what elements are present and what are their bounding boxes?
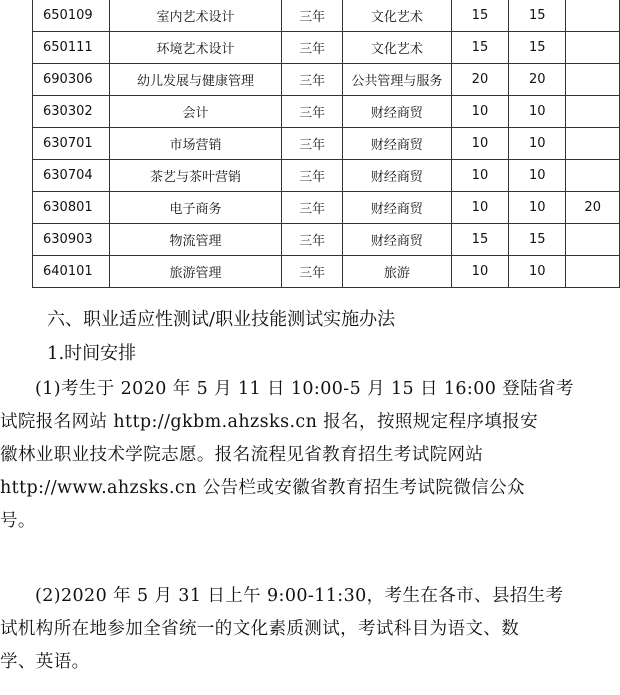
category-cell: 公共管理与服务 [342, 64, 451, 96]
quota-cell-2: 10 [509, 96, 566, 128]
category-cell: 财经商贸 [342, 96, 451, 128]
table-row [33, 32, 620, 64]
paragraph-line: (2)2020 年 5 月 31 日上午 9:00-11:30，考生在各市、县招生考 [35, 586, 564, 606]
duration-cell: 三年 [282, 128, 343, 160]
major-code-cell: 630704 [33, 160, 110, 192]
paragraph-registration [0, 373, 618, 538]
quota-cell-1: 10 [451, 96, 508, 128]
duration-cell: 三年 [282, 32, 343, 64]
table-row [33, 160, 620, 192]
major-name-cell: 旅游管理 [109, 256, 281, 288]
quota-cell-1: 10 [451, 128, 508, 160]
category-cell: 财经商贸 [342, 128, 451, 160]
major-name-cell: 环境艺术设计 [109, 32, 281, 64]
paragraph-line: (1)考生于 2020 年 5 月 11 日 10:00-5 月 15 日 16:00 登陆省考 [35, 379, 574, 399]
major-name-cell: 物流管理 [109, 224, 281, 256]
table-row [33, 64, 620, 96]
quota-cell-3 [566, 0, 620, 32]
quota-cell-1: 20 [451, 64, 508, 96]
category-cell: 文化艺术 [342, 0, 451, 32]
paragraph-line: 徽林业职业技术学院志愿。报名流程见省教育招生考试院网站 [0, 445, 484, 465]
quota-cell-1: 10 [451, 160, 508, 192]
quota-cell-3 [566, 256, 620, 288]
quota-cell-1: 15 [451, 224, 508, 256]
duration-cell: 三年 [282, 224, 343, 256]
paragraph-line: 试院报名网站 http://gkbm.ahzsks.cn 报名，按照规定程序填报安 [0, 412, 539, 432]
category-cell: 财经商贸 [342, 160, 451, 192]
major-code-cell: 630302 [33, 96, 110, 128]
quota-cell-3 [566, 32, 620, 64]
table-row [33, 0, 620, 32]
quota-cell-2: 10 [509, 256, 566, 288]
quota-cell-3 [566, 64, 620, 96]
category-cell: 旅游 [342, 256, 451, 288]
duration-cell: 三年 [282, 64, 343, 96]
quota-cell-1: 10 [451, 256, 508, 288]
major-code-cell: 650111 [33, 32, 110, 64]
major-code-cell: 690306 [33, 64, 110, 96]
paragraph-line: 试机构所在地参加全省统一的文化素质测试，考试科目为语文、数 [0, 619, 520, 639]
quota-cell-2: 15 [509, 0, 566, 32]
duration-cell: 三年 [282, 192, 343, 224]
quota-cell-1: 10 [451, 192, 508, 224]
paragraph-line: 号。 [0, 511, 36, 531]
quota-cell-3 [566, 96, 620, 128]
major-code-cell: 630801 [33, 192, 110, 224]
quota-cell-3 [566, 224, 620, 256]
subheading-time-schedule: 1.时间安排 [47, 343, 137, 364]
major-plan-table-body [33, 0, 620, 288]
table-row [33, 256, 620, 288]
quota-cell-1: 15 [451, 0, 508, 32]
quota-cell-2: 15 [509, 32, 566, 64]
section-heading: 六、职业适应性测试/职业技能测试实施办法 [47, 309, 396, 330]
quota-cell-2: 10 [509, 128, 566, 160]
major-name-cell: 室内艺术设计 [109, 0, 281, 32]
table-row [33, 192, 620, 224]
major-name-cell: 电子商务 [109, 192, 281, 224]
major-code-cell: 640101 [33, 256, 110, 288]
table-row [33, 128, 620, 160]
major-name-cell: 市场营销 [109, 128, 281, 160]
quota-cell-3 [566, 160, 620, 192]
category-cell: 财经商贸 [342, 224, 451, 256]
category-cell: 文化艺术 [342, 32, 451, 64]
major-name-cell: 会计 [109, 96, 281, 128]
major-code-cell: 630903 [33, 224, 110, 256]
table-row [33, 96, 620, 128]
major-plan-table [32, 0, 620, 288]
quota-cell-2: 10 [509, 160, 566, 192]
major-code-cell: 650109 [33, 0, 110, 32]
quota-cell-2: 20 [509, 64, 566, 96]
quota-cell-2: 10 [509, 192, 566, 224]
major-name-cell: 茶艺与茶叶营销 [109, 160, 281, 192]
paragraph-culture-test [0, 580, 618, 679]
category-cell: 财经商贸 [342, 192, 451, 224]
quota-cell-3 [566, 128, 620, 160]
duration-cell: 三年 [282, 256, 343, 288]
major-code-cell: 630701 [33, 128, 110, 160]
paragraph-line: 学、英语。 [0, 652, 90, 672]
quota-cell-1: 15 [451, 32, 508, 64]
duration-cell: 三年 [282, 0, 343, 32]
major-name-cell: 幼儿发展与健康管理 [109, 64, 281, 96]
table-row [33, 224, 620, 256]
quota-cell-3: 20 [566, 192, 620, 224]
duration-cell: 三年 [282, 160, 343, 192]
quota-cell-2: 15 [509, 224, 566, 256]
paragraph-line: http://www.ahzsks.cn 公告栏或安徽省教育招生考试院微信公众 [0, 478, 525, 498]
duration-cell: 三年 [282, 96, 343, 128]
